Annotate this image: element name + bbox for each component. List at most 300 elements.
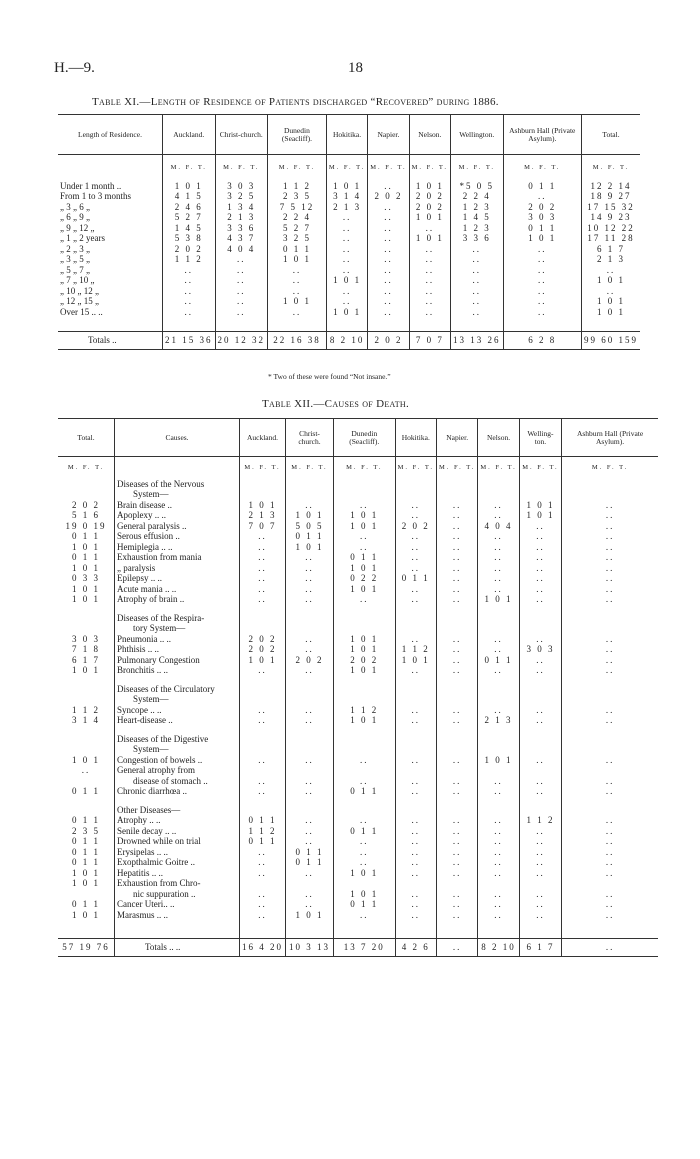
table-cell: *5 0 5	[451, 181, 504, 192]
table-cell: ..	[562, 521, 658, 532]
column-header: Hokitika.	[395, 419, 436, 457]
table-row	[58, 826, 658, 837]
section-heading: Diseases of the Nervous	[115, 479, 240, 490]
table-cell: ..	[478, 776, 519, 787]
table-cell: 1 1 2	[268, 181, 327, 192]
row-total	[58, 479, 115, 490]
row-label: From 1 to 3 months	[60, 191, 132, 202]
table-cell: ..	[368, 223, 409, 234]
table-cell: 1 0 1	[268, 254, 327, 265]
table-cell	[333, 694, 395, 705]
totals-cell: 13 7 20	[333, 938, 395, 956]
table-cell: ..	[503, 191, 581, 202]
table-row	[58, 510, 658, 521]
totals-total: 57 19 76	[62, 942, 110, 952]
table-cell	[395, 878, 436, 889]
table-cell: ..	[478, 573, 519, 584]
table-cell: 1 0 1	[326, 275, 367, 286]
table-cell: 0 1 1	[286, 531, 334, 542]
column-header: Ashburn Hall (Private Asylum).	[562, 419, 658, 457]
table-cell: ..	[562, 910, 658, 921]
column-header: Napier.	[436, 419, 477, 457]
table-cell: 1 1 2	[163, 254, 216, 265]
table-cell	[286, 613, 334, 624]
table-row	[58, 715, 658, 726]
table-cell	[436, 694, 477, 705]
table-cell: ..	[333, 847, 395, 858]
table-cell: 1 0 1	[333, 510, 395, 521]
mft-header: M. F. T.	[268, 155, 327, 181]
table-cell: ..	[562, 594, 658, 605]
table-cell: ..	[286, 644, 334, 655]
row-total	[58, 684, 115, 695]
table-cell: ..	[519, 665, 561, 676]
cause-label: Hemiplegia .. ..	[115, 542, 240, 553]
cause-label: Heart-disease ..	[115, 715, 240, 726]
table-cell: ..	[478, 542, 519, 553]
table-cell: ..	[519, 594, 561, 605]
table-cell	[286, 744, 334, 755]
table-cell: 5 2 7	[268, 223, 327, 234]
table-cell: ..	[436, 510, 477, 521]
table-cell: ..	[286, 584, 334, 595]
table-cell: ..	[163, 265, 216, 276]
table-cell	[436, 489, 477, 500]
table-cell: ..	[519, 847, 561, 858]
table-cell: ..	[478, 665, 519, 676]
table-cell: 1 0 1	[333, 644, 395, 655]
table-cell: ..	[519, 857, 561, 868]
table-cell	[240, 694, 286, 705]
table-cell: ..	[240, 868, 286, 879]
table-cell	[240, 613, 286, 624]
row-label: Under 1 month ..	[60, 180, 122, 191]
table-cell: ..	[326, 223, 367, 234]
table-cell: ..	[395, 584, 436, 595]
mft-header: M. F. T.	[409, 155, 450, 181]
table-cell: ..	[326, 286, 367, 297]
table-cell: ..	[436, 910, 477, 921]
table-cell: 2 0 2	[286, 655, 334, 666]
table-cell: 1 0 1	[333, 715, 395, 726]
table-cell: ..	[503, 244, 581, 255]
mft-header: M. F. T.	[503, 155, 581, 181]
table-cell: ..	[268, 307, 327, 318]
table-cell: ..	[286, 634, 334, 645]
table-cell	[478, 805, 519, 816]
column-header: Total.	[77, 432, 95, 442]
row-total: 1 0 1	[72, 541, 100, 552]
table-cell: ..	[286, 899, 334, 910]
row-label: Over 15 .. ..	[60, 306, 103, 317]
spacer-row	[58, 797, 658, 805]
table-cell: 2 0 2	[503, 202, 581, 213]
cause-label: General paralysis ..	[115, 521, 240, 532]
table-cell: ..	[286, 705, 334, 716]
table-row	[58, 613, 658, 624]
table-cell: ..	[286, 594, 334, 605]
row-total: 0 1 1	[72, 531, 100, 542]
row-total: 1 0 1	[72, 909, 100, 920]
table-cell	[333, 805, 395, 816]
table-cell: ..	[368, 307, 409, 318]
table-cell	[519, 684, 561, 695]
table-cell	[562, 479, 658, 490]
row-total	[58, 805, 115, 816]
table-row	[58, 500, 658, 511]
table-cell	[240, 479, 286, 490]
table-cell	[478, 744, 519, 755]
totals-cell: 22 16 38	[268, 331, 327, 349]
mft-header: M. F. T.	[368, 155, 409, 181]
table-cell: ..	[395, 531, 436, 542]
mft-header: M. F. T.	[240, 457, 286, 479]
table-cell: 1 0 1	[581, 307, 640, 318]
table-cell: ..	[562, 552, 658, 563]
table-cell: 3 2 5	[215, 191, 268, 202]
table-cell	[478, 878, 519, 889]
table-cell: ..	[436, 847, 477, 858]
row-total: 0 3 3	[72, 573, 100, 584]
table-cell	[333, 744, 395, 755]
column-header: Christ-church.	[215, 115, 268, 155]
table-cell: ..	[519, 552, 561, 563]
row-total: 19 0 19	[65, 520, 107, 531]
cause-label: Hepatitis .. ..	[115, 868, 240, 879]
table-cell: ..	[395, 500, 436, 511]
table-cell: 1 1 2	[333, 705, 395, 716]
table-cell: ..	[436, 776, 477, 787]
table-cell	[240, 734, 286, 745]
table-cell	[519, 744, 561, 755]
table-cell: ..	[478, 552, 519, 563]
table-cell: 1 0 1	[240, 655, 286, 666]
cause-label: Epilepsy .. ..	[115, 573, 240, 584]
column-header: Nelson.	[409, 115, 450, 155]
column-header: Auckland.	[163, 115, 216, 155]
row-total: 1 1 2	[72, 704, 100, 715]
table-cell: ..	[240, 573, 286, 584]
table-cell: 2 1 3	[478, 715, 519, 726]
table-cell	[562, 765, 658, 776]
section-heading: Other Diseases—	[115, 805, 240, 816]
cause-label: Bronchitis .. ..	[115, 665, 240, 676]
table-cell: ..	[240, 786, 286, 797]
column-header: Christ-church.	[286, 419, 334, 457]
table-row	[58, 479, 658, 490]
row-total	[58, 623, 115, 634]
table-cell: ..	[562, 542, 658, 553]
table-cell: ..	[215, 275, 268, 286]
table-cell	[478, 613, 519, 624]
table-cell	[562, 613, 658, 624]
table-cell: ..	[395, 847, 436, 858]
table-cell: 1 0 1	[503, 233, 581, 244]
table-cell: 1 0 1	[409, 181, 450, 192]
table-row	[58, 181, 640, 192]
table-cell	[519, 489, 561, 500]
table-row	[58, 868, 658, 879]
table-cell	[240, 623, 286, 634]
table-cell: ..	[215, 296, 268, 307]
table-row	[58, 223, 640, 234]
column-header: Total.	[581, 115, 640, 155]
row-label: „ 10 „ 12 „	[60, 285, 99, 296]
mft-header: M. F. T.	[581, 155, 640, 181]
table-cell: 7 0 7	[240, 521, 286, 532]
table-cell: ..	[409, 223, 450, 234]
cause-label: Apoplexy .. ..	[115, 510, 240, 521]
table-cell: ..	[503, 296, 581, 307]
cause-label: Pulmonary Congestion	[115, 655, 240, 666]
table-cell: ..	[368, 202, 409, 213]
table-cell: ..	[240, 899, 286, 910]
table-cell: ..	[436, 868, 477, 879]
column-header: Nelson.	[478, 419, 519, 457]
table-cell: 1 0 1	[478, 755, 519, 766]
cause-label: General atrophy from	[115, 765, 240, 776]
table-cell: ..	[436, 594, 477, 605]
table-cell: ..	[436, 815, 477, 826]
table-cell: ..	[503, 286, 581, 297]
column-header: Hokitika.	[326, 115, 367, 155]
column-header: Welling-ton.	[519, 419, 561, 457]
table-cell: 10 12 22	[581, 223, 640, 234]
totals-cell: 2 0 2	[368, 331, 409, 349]
table-row	[58, 655, 658, 666]
table-cell: ..	[436, 899, 477, 910]
table-cell: 7 5 12	[268, 202, 327, 213]
table11-footnote: * Two of these were found “Not insane.”	[268, 372, 391, 381]
table-row	[58, 254, 640, 265]
table-cell: ..	[395, 715, 436, 726]
table-cell: 2 0 2	[409, 191, 450, 202]
table-cell: ..	[395, 826, 436, 837]
table-cell: 2 3 5	[268, 191, 327, 202]
table-cell: ..	[286, 815, 334, 826]
table-cell: ..	[240, 594, 286, 605]
table-cell: ..	[519, 584, 561, 595]
table-row	[58, 705, 658, 716]
table-cell: ..	[268, 286, 327, 297]
table-cell: ..	[478, 815, 519, 826]
table-cell	[562, 878, 658, 889]
table-cell	[436, 744, 477, 755]
row-total	[58, 889, 115, 900]
table-cell: ..	[562, 857, 658, 868]
table-cell: ..	[395, 868, 436, 879]
row-total: 0 1 1	[72, 899, 100, 910]
table-cell: ..	[333, 776, 395, 787]
table-cell: 2 1 3	[240, 510, 286, 521]
table-cell: ..	[240, 563, 286, 574]
section-heading: System—	[115, 694, 240, 705]
table-cell: ..	[581, 286, 640, 297]
table-cell: ..	[562, 836, 658, 847]
table-cell: ..	[368, 212, 409, 223]
table-cell: 1 0 1	[326, 307, 367, 318]
table-cell: 1 0 1	[409, 233, 450, 244]
table-cell: ..	[333, 755, 395, 766]
table-cell: ..	[286, 826, 334, 837]
table-cell: ..	[240, 715, 286, 726]
table-cell: ..	[436, 531, 477, 542]
table-cell: ..	[368, 286, 409, 297]
table-cell	[333, 613, 395, 624]
totals-cell: 20 12 32	[215, 331, 268, 349]
table-row	[58, 584, 658, 595]
row-total: 6 1 7	[72, 654, 100, 665]
table-row	[58, 573, 658, 584]
row-total: 2 3 5	[72, 825, 100, 836]
table-cell: ..	[326, 244, 367, 255]
table-cell	[519, 623, 561, 634]
table-cell	[478, 734, 519, 745]
table-cell: 1 0 1	[240, 500, 286, 511]
table-cell: 0 1 1	[333, 826, 395, 837]
table-cell: ..	[519, 776, 561, 787]
table-cell: ..	[562, 847, 658, 858]
table-cell	[562, 805, 658, 816]
table-cell: 0 2 2	[333, 573, 395, 584]
cause-label: Marasmus .. ..	[115, 910, 240, 921]
table-cell: ..	[409, 286, 450, 297]
table-cell: ..	[163, 296, 216, 307]
mft-header: M. F. T.	[326, 155, 367, 181]
table-cell: ..	[395, 889, 436, 900]
table-cell: ..	[163, 307, 216, 318]
table-cell: 2 0 2	[395, 521, 436, 532]
table-cell: ..	[395, 836, 436, 847]
table-cell: 1 4 5	[451, 212, 504, 223]
cause-label: Senile decay .. ..	[115, 826, 240, 837]
totals-cell: 21 15 36	[163, 331, 216, 349]
cause-label: Cancer Uteri.. ..	[115, 899, 240, 910]
row-total: 7 1 8	[72, 644, 100, 655]
table-cell: 1 0 1	[333, 563, 395, 574]
mft-header: M. F. T.	[562, 457, 658, 479]
table-row	[58, 665, 658, 676]
table-cell: ..	[240, 847, 286, 858]
totals-cell: ..	[436, 938, 477, 956]
mft-header: M. F. T.	[163, 155, 216, 181]
table-cell: 2 1 3	[326, 202, 367, 213]
row-label: „ 2 „ 3 „	[60, 243, 90, 254]
table-cell	[436, 623, 477, 634]
table-cell: ..	[368, 244, 409, 255]
table-cell: ..	[240, 531, 286, 542]
table-cell: ..	[503, 265, 581, 276]
totals-cell: 4 2 6	[395, 938, 436, 956]
table-cell: ..	[240, 542, 286, 553]
table-cell: 0 1 1	[478, 655, 519, 666]
table-cell: ..	[368, 181, 409, 192]
table-cell: ..	[436, 644, 477, 655]
table-cell: ..	[436, 836, 477, 847]
table-cell: ..	[451, 296, 504, 307]
table-cell: ..	[395, 755, 436, 766]
table-row	[58, 684, 658, 695]
table-cell	[478, 489, 519, 500]
table-cell: ..	[478, 847, 519, 858]
table-causes-of-death	[58, 418, 658, 957]
table-cell	[519, 805, 561, 816]
column-header: Wellington.	[451, 115, 504, 155]
cause-label: nic suppuration ..	[115, 889, 240, 900]
table-cell: 1 0 1	[268, 296, 327, 307]
table-cell: ..	[562, 815, 658, 826]
table-cell: 17 15 32	[581, 202, 640, 213]
table-row	[58, 244, 640, 255]
table11-title: Table XI.—Length of Residence of Patients discharged “Recovered” during 1886.	[92, 96, 499, 108]
row-total	[58, 776, 115, 787]
table-cell	[519, 613, 561, 624]
table-cell	[286, 479, 334, 490]
table-cell: ..	[286, 552, 334, 563]
table-cell: ..	[562, 705, 658, 716]
table-cell	[478, 479, 519, 490]
table-cell	[519, 734, 561, 745]
table-cell: ..	[240, 776, 286, 787]
table-cell: 1 0 1	[478, 594, 519, 605]
table-row	[58, 296, 640, 307]
totals-cell: 13 13 26	[451, 331, 504, 349]
row-label: „ 9 „ 12 „	[60, 222, 95, 233]
table-cell: ..	[395, 899, 436, 910]
table-row	[58, 910, 658, 921]
table-cell: ..	[451, 286, 504, 297]
table-cell	[286, 623, 334, 634]
document-reference: H.—9.	[54, 60, 95, 76]
table-cell: ..	[333, 836, 395, 847]
table-cell: ..	[478, 500, 519, 511]
table-row	[58, 265, 640, 276]
table-row	[58, 489, 658, 500]
table-cell: ..	[286, 573, 334, 584]
table-cell: ..	[562, 889, 658, 900]
table-cell: ..	[409, 254, 450, 265]
table-cell: ..	[240, 857, 286, 868]
table-cell: ..	[286, 665, 334, 676]
table-cell	[286, 489, 334, 500]
row-total	[58, 613, 115, 624]
table-cell: ..	[478, 634, 519, 645]
table-cell: 1 0 1	[409, 212, 450, 223]
table-cell: ..	[368, 275, 409, 286]
table-cell: ..	[436, 826, 477, 837]
column-header: Length of Residence.	[78, 129, 142, 139]
table-cell: ..	[562, 584, 658, 595]
table-cell: 3 0 3	[519, 644, 561, 655]
row-total: 1 0 1	[72, 754, 100, 765]
table-cell	[519, 878, 561, 889]
row-total: 2 0 2	[72, 499, 100, 510]
table-cell	[240, 684, 286, 695]
table-cell: ..	[326, 254, 367, 265]
table-cell: 1 0 1	[333, 868, 395, 879]
table-cell: ..	[409, 265, 450, 276]
table-cell: ..	[333, 531, 395, 542]
table-row	[58, 634, 658, 645]
table-cell: 0 1 1	[240, 836, 286, 847]
table-cell: 1 0 1	[333, 521, 395, 532]
table-cell: ..	[478, 584, 519, 595]
table-cell: ..	[478, 510, 519, 521]
table-cell: ..	[240, 552, 286, 563]
table-cell: 5 0 5	[286, 521, 334, 532]
table-cell: 1 0 1	[333, 889, 395, 900]
table-cell: ..	[562, 634, 658, 645]
